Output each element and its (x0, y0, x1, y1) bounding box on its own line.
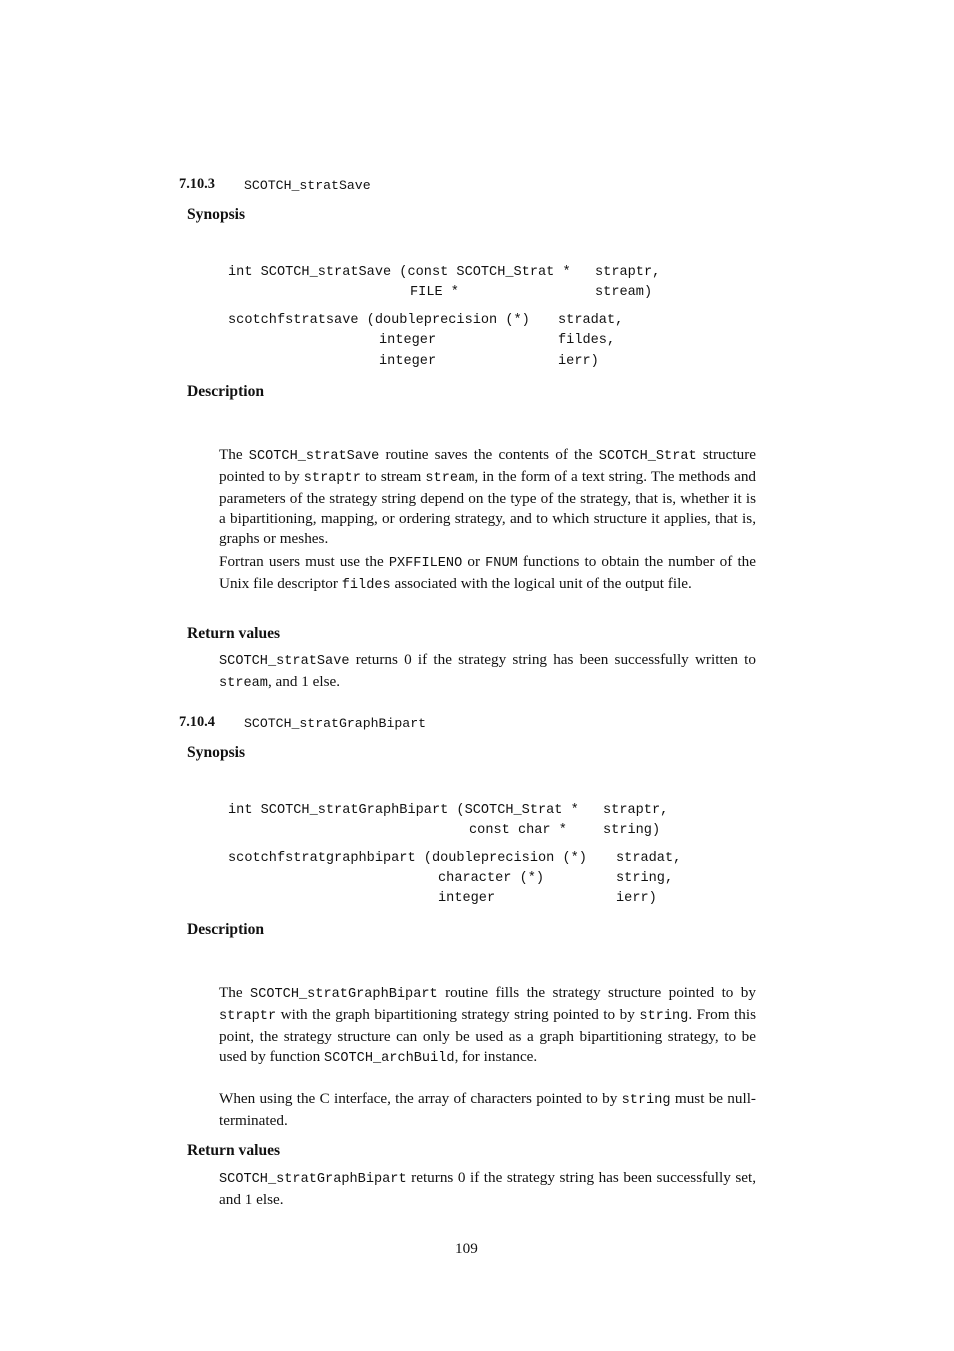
fortran-prototype-line: integer (379, 354, 437, 369)
description-paragraph: The SCOTCH_stratGraphBipart routine fills the strategy structure pointed to by straptr with the graph bipartitioning strategy string pointed to by string. From this point, the strategy structure can only be used as a graph bipartitioning strategy, to be used by function SCOTCH_archBuild, for instance. (219, 984, 757, 1066)
section-number: 7.10.3 (179, 176, 215, 192)
return-values-heading: Return values (187, 1142, 281, 1159)
fortran-prototype-arg: string, (616, 871, 674, 886)
fortran-prototype-line: scotchfstratgraphbipart (doubleprecision (*) (228, 851, 587, 866)
fortran-prototype-line: integer (379, 333, 437, 348)
c-prototype-arg: stream) (595, 285, 653, 300)
c-prototype-arg: straptr, (595, 265, 661, 280)
fortran-prototype-line: scotchfstratsave (doubleprecision (*) (228, 313, 530, 328)
section-number: 7.10.4 (179, 714, 215, 730)
fortran-prototype-arg: stradat, (616, 851, 682, 866)
fortran-prototype-arg: stradat, (558, 313, 624, 328)
c-prototype-arg: string) (603, 823, 661, 838)
section-title: SCOTCH_stratSave (244, 178, 371, 193)
fortran-prototype-arg: fildes, (558, 333, 616, 348)
fortran-prototype-line: character (*) (438, 871, 545, 886)
c-prototype-line: const char * (469, 823, 567, 838)
synopsis-heading: Synopsis (187, 206, 246, 223)
fortran-prototype-line: integer (438, 891, 496, 906)
page-number: 109 (455, 1240, 478, 1257)
description-heading: Description (187, 383, 265, 400)
description-paragraph: The SCOTCH_stratSave routine saves the contents of the SCOTCH_Strat structure pointed to by straptr to stream stream, in the form of a text string. The methods and parameters of the strategy string depend on the type of the strategy, that is, whether it is a bipartitioning, mapping, or ordering strategy, and to which structure it applies, that is, graphs or meshes. (219, 446, 757, 547)
description-paragraph: When using the C interface, the array of characters pointed to by string must be null-terminated. (219, 1090, 756, 1129)
description-heading: Description (187, 921, 265, 938)
fortran-prototype-arg: ierr) (616, 891, 657, 906)
section-title: SCOTCH_stratGraphBipart (244, 716, 427, 731)
c-prototype-line: int SCOTCH_stratSave (const SCOTCH_Strat * (228, 265, 571, 280)
return-values-heading: Return values (187, 625, 281, 642)
c-prototype-line: FILE * (410, 285, 459, 300)
c-prototype-line: int SCOTCH_stratGraphBipart (SCOTCH_Strat * (228, 803, 579, 818)
return-values-paragraph: SCOTCH_stratGraphBipart returns 0 if the strategy string has been successfully set, and 1 else. (219, 1169, 756, 1208)
synopsis-heading: Synopsis (187, 744, 246, 761)
fortran-prototype-arg: ierr) (558, 354, 599, 369)
return-values-paragraph: SCOTCH_stratSave returns 0 if the strategy string has been successfully written to stream, and 1 else. (219, 651, 756, 691)
c-prototype-arg: straptr, (603, 803, 669, 818)
description-paragraph: Fortran users must use the PXFFILENO or FNUM functions to obtain the number of the Unix file descriptor fildes associated with the logical unit of the output file. (219, 553, 756, 593)
